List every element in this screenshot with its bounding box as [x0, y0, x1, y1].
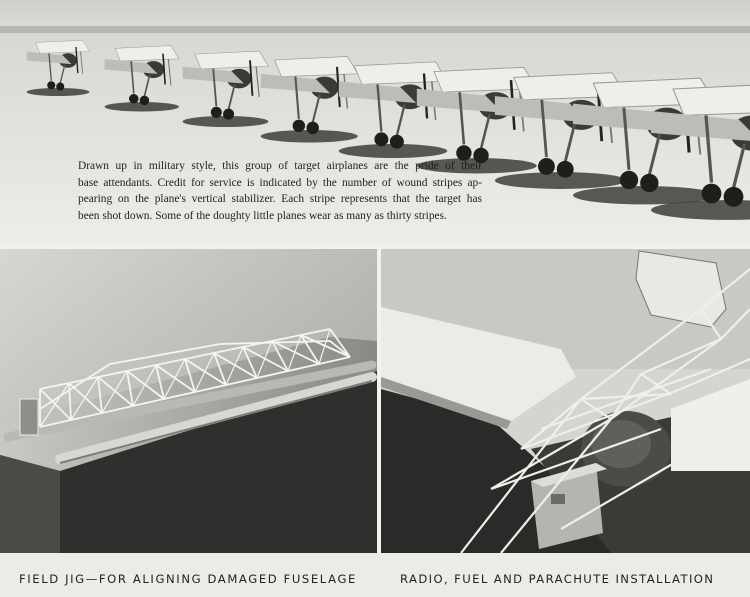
airplanes-caption — [78, 158, 482, 224]
caption-line: been shot down. Some of the doughty little planes wear as many as thirty stripes. — [78, 209, 447, 222]
caption-line: pearing on the plane's vertical stabilizer. Each stripe represents that the target has — [78, 193, 482, 206]
caption-line: Drawn up in military style, this group of target airplanes are the pride of their — [78, 160, 482, 172]
airplanes-photo — [0, 0, 750, 246]
field-jig-illustration — [0, 249, 377, 553]
installation-photo — [381, 249, 750, 553]
installation-illustration — [381, 249, 750, 553]
field-jig-photo — [0, 249, 377, 553]
installation-caption: RADIO, FUEL AND PARACHUTE INSTALLATION — [400, 572, 715, 586]
caption-line: base attendants. Credit for service is indicated by the number of wound stripes ap- — [78, 176, 482, 189]
field-jig-caption: FIELD JIG—FOR ALIGNING DAMAGED FUSELAGE — [19, 572, 357, 586]
